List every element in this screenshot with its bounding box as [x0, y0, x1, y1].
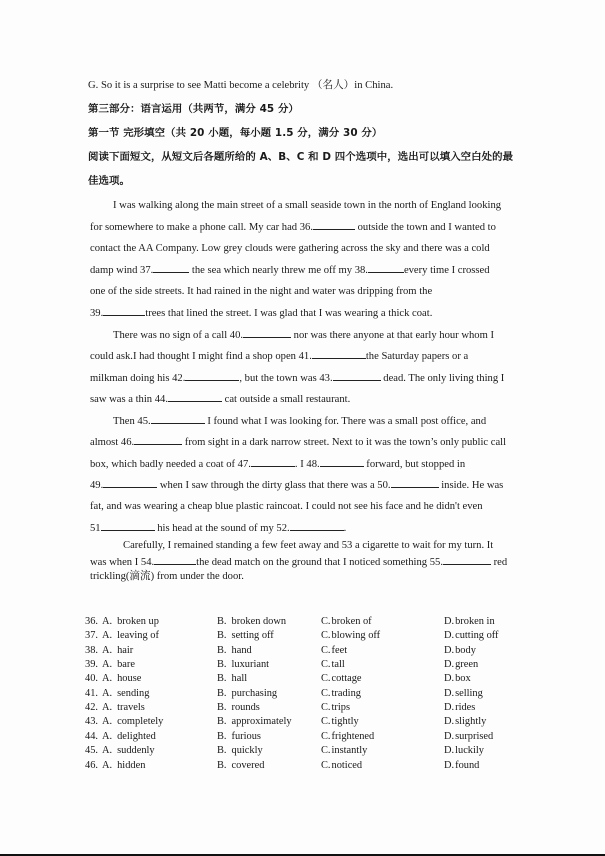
option-label: A. [102, 730, 113, 742]
text-segment: for somewhere to make a phone call. My car had 36. [90, 222, 313, 233]
option-label: A. [102, 745, 113, 757]
option-text: setting off [231, 630, 274, 642]
blank-36 [313, 220, 355, 230]
passage-p1-line-5: one of the side streets. It had rained in the night and water was dripping from the [90, 286, 433, 297]
option-label: C. [321, 673, 331, 685]
option-label: A. [102, 616, 113, 627]
question-number: 44. [85, 730, 98, 742]
blank-48 [320, 457, 364, 467]
instructions-line-1: 阅读下面短文，从短文后各题所给的 A、B、C 和 D 四个选项中，选出可以填入空白处的最 [88, 151, 514, 163]
option-a [102, 701, 145, 714]
option-label: D. [444, 659, 455, 671]
text-segment: outside the town and I wanted to [354, 222, 496, 233]
option-text: blowing off [331, 630, 381, 642]
option-b [217, 644, 252, 657]
option-b [217, 715, 292, 728]
text-segment: . I 48. [294, 459, 320, 470]
passage-p3-line-1 [113, 414, 486, 428]
option-text: hidden [117, 759, 146, 771]
text-segment: forward, but stopped in [363, 459, 466, 470]
blank-42 [185, 371, 239, 381]
text-segment: cat outside a small restaurant. [221, 394, 351, 405]
option-label: B. [217, 616, 227, 627]
option-c [321, 629, 380, 642]
blank-52 [290, 521, 344, 531]
option-c [321, 730, 374, 743]
passage-p1-line-3: contact the AA Company. Low grey clouds were gathering across the sky and there was a cold [90, 243, 490, 254]
text-segment: inside. He was [438, 480, 504, 491]
option-label: D. [444, 702, 455, 714]
text-segment: from sight in a dark narrow street. Next to it was the town’s only public call [182, 437, 507, 448]
option-label: A. [102, 659, 113, 671]
text-segment: when I saw through the dirty glass that there was a 50. [157, 480, 391, 491]
passage-p3-line-5: fat, and was wearing a cheap blue plastic raincoat. I could not see his face and he didn't even [90, 501, 483, 512]
option-c [321, 687, 361, 700]
blank-51 [101, 521, 155, 531]
blank-50 [391, 478, 439, 488]
option-c [321, 715, 359, 728]
option-a [102, 744, 155, 757]
option-label: C. [321, 730, 331, 742]
option-c [321, 701, 350, 714]
passage-p3-line-6 [90, 521, 346, 535]
option-b [217, 629, 274, 642]
text-segment: red [490, 557, 508, 568]
option-label: B. [217, 659, 227, 671]
blank-55 [443, 555, 491, 565]
option-label: C. [321, 716, 331, 728]
option-label: A. [102, 644, 113, 656]
option-a [102, 615, 159, 628]
blank-45 [151, 414, 205, 424]
option-text: luckily [455, 745, 484, 757]
option-label: C. [321, 644, 331, 656]
option-a [102, 644, 133, 657]
option-text: hall [231, 673, 248, 685]
option-b [217, 658, 269, 671]
g-sentence: G. So it is a surprise to see Matti become a celebrity （名人）in China. [88, 80, 394, 91]
text-segment: the Saturday papers or a [365, 351, 469, 362]
text-segment: . [343, 523, 347, 534]
option-text: hand [231, 644, 252, 656]
blank-39 [103, 306, 145, 316]
passage-p3-line-4 [90, 478, 503, 492]
option-d [444, 629, 499, 642]
option-text: travels [117, 702, 145, 714]
text-segment: 49. [90, 480, 104, 491]
option-text: approximately [231, 716, 292, 728]
question-number: 42. [85, 702, 98, 714]
option-d [444, 744, 484, 757]
option-a [102, 672, 141, 685]
option-label: A. [102, 673, 113, 685]
text-segment: almost 46. [90, 437, 135, 448]
option-b [217, 615, 286, 628]
option-label: D. [444, 745, 455, 757]
option-c [321, 644, 347, 657]
option-text: covered [231, 759, 265, 771]
option-b [217, 744, 263, 757]
text-segment: damp wind 37. [90, 265, 154, 276]
passage-p2-line-4 [90, 392, 350, 406]
option-label: B. [217, 702, 227, 714]
option-text: noticed [331, 759, 363, 771]
question-number: 37. [85, 630, 98, 642]
option-d [444, 658, 478, 671]
passage-p4-line-1: Carefully, I remained standing a few feet away and 53 a cigarette to wait for my turn. It [123, 540, 494, 551]
option-text: tightly [331, 716, 359, 728]
option-text: hair [117, 644, 134, 656]
option-label: B. [217, 687, 227, 699]
option-text: furious [231, 730, 261, 742]
text-segment: nor was there anyone at that early hour whom I [291, 330, 495, 341]
option-label: B. [217, 716, 227, 728]
option-text: luxuriant [231, 659, 270, 671]
option-text: bare [117, 659, 135, 671]
option-text: trading [331, 687, 361, 699]
option-b [217, 672, 247, 685]
passage-p1-line-6 [90, 306, 432, 320]
option-label: B. [217, 730, 227, 742]
option-label: C. [321, 702, 331, 714]
option-label: C. [321, 745, 331, 757]
option-a [102, 730, 156, 743]
text-segment: his head at the sound of my 52. [154, 523, 290, 534]
option-text: leaving of [117, 630, 159, 642]
option-d [444, 730, 493, 743]
option-text: completely [117, 716, 164, 728]
text-segment: saw was a thin 44. [90, 394, 168, 405]
option-b [217, 701, 260, 714]
option-text: slightly [455, 716, 487, 728]
option-d [444, 615, 495, 628]
question-number: 39. [85, 659, 98, 671]
passage-p2-line-1 [113, 328, 494, 342]
option-label: D. [444, 630, 455, 642]
option-text: broken down [231, 616, 287, 627]
text-segment: could ask.I had thought I might find a shop open 41. [90, 351, 312, 362]
question-number: 40. [85, 673, 98, 685]
option-c [321, 615, 372, 628]
blank-37 [153, 263, 189, 273]
question-number: 36. [85, 616, 98, 627]
text-segment: I found what I was looking for. There was a small post office, and [204, 416, 487, 427]
option-text: cutting off [455, 630, 499, 642]
option-text: cottage [331, 673, 362, 685]
part3-title: 第三部分：语言运用（共两节，满分 45 分） [88, 103, 299, 115]
option-text: surprised [455, 730, 494, 742]
option-text: box [455, 673, 471, 685]
option-c [321, 744, 367, 757]
option-text: rounds [231, 702, 260, 714]
option-text: tall [331, 659, 345, 671]
passage-p2-line-3 [90, 371, 504, 385]
passage-p2-line-2 [90, 349, 468, 363]
option-d [444, 701, 475, 714]
option-c [321, 759, 362, 772]
option-text: instantly [331, 745, 368, 757]
option-label: A. [102, 630, 113, 642]
option-text: green [455, 659, 479, 671]
blank-40 [243, 328, 291, 338]
blank-47 [251, 457, 295, 467]
option-text: broken of [331, 616, 372, 627]
option-label: D. [444, 716, 455, 728]
option-label: A. [102, 759, 113, 771]
text-segment: Then 45. [113, 416, 151, 427]
option-d [444, 687, 483, 700]
option-label: B. [217, 644, 227, 656]
option-text: rides [455, 702, 476, 714]
option-label: D. [444, 687, 455, 699]
option-label: C. [321, 759, 331, 771]
blank-41 [312, 349, 366, 359]
option-text: frightened [331, 730, 375, 742]
option-label: B. [217, 630, 227, 642]
option-text: feet [331, 644, 348, 656]
option-text: found [455, 759, 480, 771]
text-segment: box, which badly needed a coat of 47. [90, 459, 251, 470]
option-label: C. [321, 687, 331, 699]
blank-43 [333, 371, 381, 381]
question-number: 46. [85, 759, 98, 771]
option-label: B. [217, 759, 227, 771]
option-a [102, 759, 145, 772]
blank-44 [168, 392, 222, 402]
blank-54 [154, 555, 196, 565]
option-text: house [117, 673, 142, 685]
option-label: D. [444, 616, 455, 627]
text-segment: , but the town was 43. [239, 373, 333, 384]
option-text: selling [455, 687, 483, 699]
option-label: D. [444, 673, 455, 685]
passage-p1-line-4 [90, 263, 490, 277]
option-d [444, 644, 476, 657]
passage-p1-line-1: I was walking along the main street of a small seaside town in the north of England looking [113, 200, 502, 211]
option-text: broken in [455, 616, 495, 627]
text-segment: 39. [90, 308, 104, 319]
option-text: sending [117, 687, 150, 699]
option-label: C. [321, 630, 331, 642]
blank-38 [368, 263, 404, 273]
text-segment: milkman doing his 42. [90, 373, 186, 384]
option-label: C. [321, 616, 331, 627]
option-b [217, 687, 277, 700]
option-c [321, 672, 362, 685]
option-label: D. [444, 644, 455, 656]
option-text: suddenly [117, 745, 155, 757]
option-text: delighted [117, 730, 156, 742]
section1-title: 第一节 完形填空（共 20 小题，每小题 1.5 分，满分 30 分） [88, 127, 383, 139]
option-text: purchasing [231, 687, 278, 699]
passage-p1-line-2 [90, 220, 496, 234]
option-text: broken up [117, 616, 159, 627]
option-label: A. [102, 702, 113, 714]
question-number: 45. [85, 745, 98, 757]
text-segment: every time I crossed [403, 265, 490, 276]
option-b [217, 730, 261, 743]
instructions-line-2: 佳选项。 [88, 175, 130, 187]
question-number: 41. [85, 687, 98, 699]
question-number: 43. [85, 716, 98, 728]
option-d [444, 715, 486, 728]
passage-p3-line-2 [90, 435, 506, 449]
option-b [217, 759, 264, 772]
option-c [321, 658, 345, 671]
text-segment: trees that lined the street. I was glad that I was wearing a thick coat. [145, 308, 433, 319]
passage-p4-line-3: trickling(滴流) from under the door. [90, 571, 244, 582]
option-text: trips [331, 702, 351, 714]
text-segment: the sea which nearly threw me off my 38. [189, 265, 368, 276]
option-a [102, 629, 159, 642]
text-segment: the dead match on the ground that I noticed something 55. [196, 557, 443, 568]
option-label: D. [444, 730, 455, 742]
blank-49 [103, 478, 157, 488]
option-d [444, 759, 479, 772]
blank-46 [134, 435, 182, 445]
passage-p4-line-2 [90, 555, 507, 569]
option-text: quickly [231, 745, 263, 757]
option-text: body [455, 644, 476, 656]
text-segment: There was no sign of a call 40. [113, 330, 244, 341]
option-label: A. [102, 687, 113, 699]
option-label: D. [444, 759, 455, 771]
option-a [102, 715, 163, 728]
text-segment: 51 [90, 523, 101, 534]
option-label: C. [321, 659, 331, 671]
option-label: B. [217, 673, 227, 685]
text-segment: was when I 54. [90, 557, 155, 568]
option-label: B. [217, 745, 227, 757]
question-number: 38. [85, 644, 98, 656]
text-segment: dead. The only living thing I [380, 373, 505, 384]
passage-p3-line-3 [90, 457, 465, 471]
option-a [102, 658, 135, 671]
option-label: A. [102, 716, 113, 728]
option-a [102, 687, 149, 700]
option-d [444, 672, 471, 685]
